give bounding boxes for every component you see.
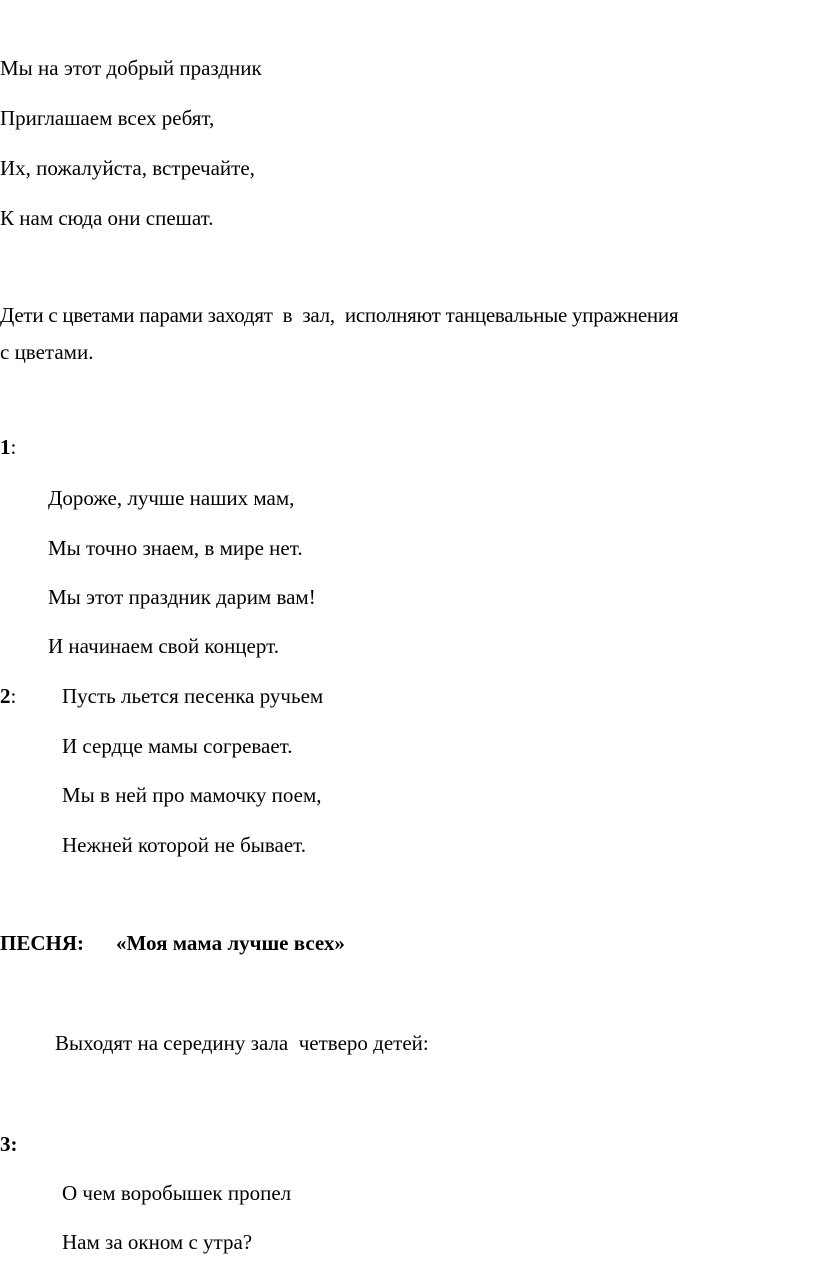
intro-verse-line-2: Приглашаем всех ребят, [0, 106, 215, 130]
intro-verse-line-1: Мы на этот добрый праздник [0, 56, 262, 80]
verse-3-line-1: О чем воробышек пропел [62, 1181, 292, 1205]
verse-3-line-2: Нам за окном с утра? [62, 1230, 253, 1254]
verse-1-line-3: Мы этот праздник дарим вам! [48, 585, 316, 609]
intro-verse-line-4: К нам сюда они спешат. [0, 206, 214, 230]
intro-verse-line-3: Их, пожалуйста, встречайте, [0, 156, 255, 180]
verse-2-marker [0, 684, 16, 709]
verse-2-line-3: Мы в ней про мамочку поем, [62, 783, 322, 807]
verse-2-line-4: Нежней которой не бывает. [62, 833, 307, 857]
verse-2-number: 2 [0, 684, 11, 708]
stage-direction-1-line-1: Дети с цветами парами заходят в зал, исполняют танцевальные упражнения [0, 303, 679, 327]
verse-2-line-1: Пусть льется песенка ручьем [62, 684, 324, 708]
verse-3-number: 3: [0, 1132, 18, 1156]
verse-1-line-1: Дороже, лучше наших мам, [48, 486, 295, 510]
verse-1-line-4: И начинаем свой концерт. [48, 634, 279, 658]
verse-1-colon: : [10, 435, 17, 459]
stage-direction-2: Выходят на середину зала четверо детей: [55, 1031, 429, 1055]
verse-2-line-2: И сердце мамы согревает. [62, 734, 293, 758]
verse-1-number: 1 [0, 435, 11, 459]
song-title: «Моя мама лучше всех» [116, 931, 345, 955]
verse-1-line-2: Мы точно знаем, в мире нет. [48, 536, 303, 560]
verse-2-colon: : [10, 684, 17, 708]
verse-1-marker [0, 435, 16, 460]
stage-direction-1-line-2: с цветами. [0, 340, 94, 364]
song-label: ПЕСНЯ: [0, 931, 84, 955]
